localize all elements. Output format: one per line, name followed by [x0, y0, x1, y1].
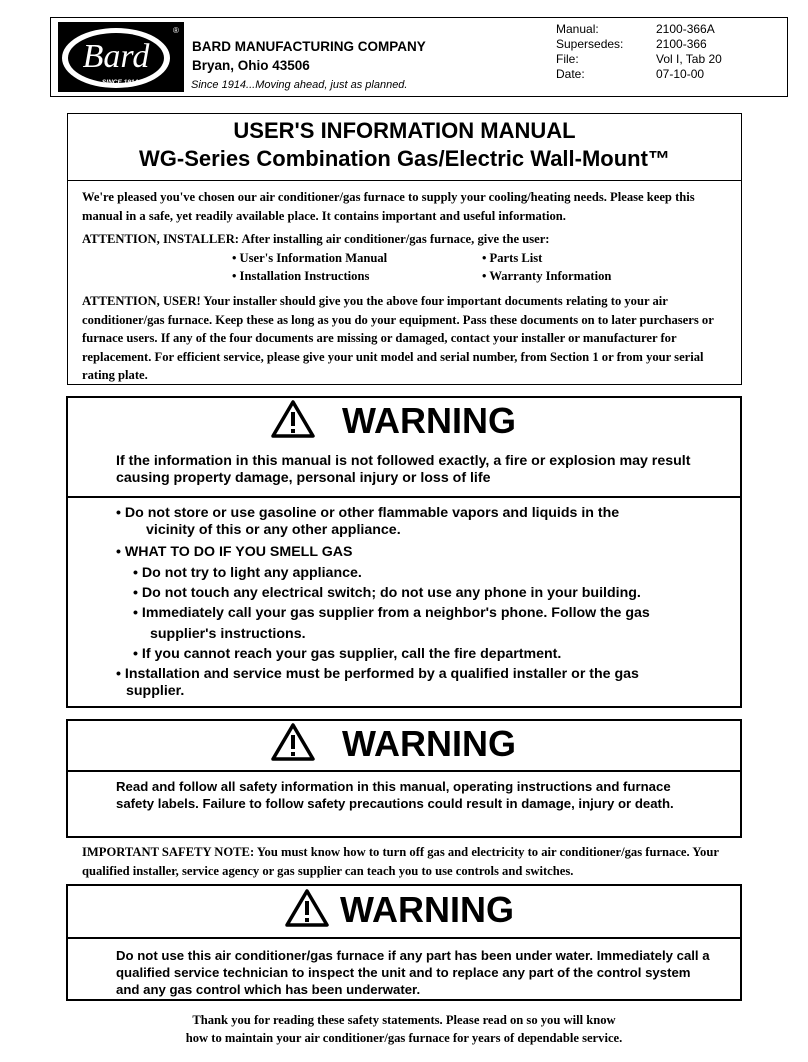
- meta-label: Supersedes:: [556, 37, 624, 51]
- meta-label: Date:: [556, 67, 585, 81]
- warning-title: WARNING: [340, 889, 514, 930]
- meta-label: File:: [556, 52, 579, 66]
- warning-line: • If you cannot reach your gas supplier, call the fire department.: [133, 646, 562, 662]
- intro-text: We're pleased you've chosen our air conditioner/gas furnace to supply your cooling/heating needs. Please keep this manual in a safe, yet readily available place. It contains important and useful information.: [82, 190, 695, 223]
- warning-line: supplier.: [126, 683, 185, 699]
- attention-user: ATTENTION, USER! Your installer should give you the above four important documents relating to your air conditioner/gas furnace. Keep these as long as you do your equipment. Pass these documents on to later purchasers or furnace users. If any of the four documents are missing or damaged, contact your installer or manufacturer for replacement. For efficient service, please give your unit model and serial number, from Section 1 or from your serial rating plate.: [82, 294, 714, 383]
- warning-triangle-icon: [284, 888, 340, 931]
- meta-value: Vol I, Tab 20: [656, 52, 722, 66]
- warning-heading: [270, 722, 516, 765]
- safety-note: IMPORTANT SAFETY NOTE: You must know how to turn off gas and electricity to air conditioner/gas furnace. Your qualified installer, service agency or gas supplier can teach you to use controls and switches.: [82, 845, 719, 878]
- warning-line: supplier's instructions.: [150, 626, 306, 642]
- meta-value: 2100-366A: [656, 22, 715, 36]
- warning-title: WARNING: [342, 723, 516, 764]
- warning-text: Read and follow all safety information in this manual, operating instructions and furnace safety labels. Failure to follow safety precautions could result in damage, injury or death.: [116, 779, 674, 811]
- bard-logo: [58, 22, 184, 92]
- warning-line: vicinity of this or any other appliance.: [146, 522, 401, 538]
- warning-line: • Installation and service must be performed by a qualified installer or the gas: [116, 666, 639, 682]
- warning-lead: If the information in this manual is not followed exactly, a fire or explosion may result causing property damage, personal injury or loss of life: [116, 453, 691, 486]
- meta-value: 2100-366: [656, 37, 707, 51]
- company-block: [192, 37, 426, 75]
- tagline: Since 1914...Moving ahead, just as planned.: [191, 79, 408, 91]
- warning-heading: [270, 399, 516, 442]
- company-name: BARD MANUFACTURING COMPANY: [192, 39, 426, 54]
- divider: [68, 770, 740, 772]
- company-location: Bryan, Ohio 43506: [192, 58, 310, 73]
- list-item: • User's Information Manual: [232, 251, 388, 265]
- list-item: • Parts List: [482, 251, 543, 265]
- warning-line: • Do not store or use gasoline or other flammable vapors and liquids in the: [116, 505, 620, 521]
- warning-title: WARNING: [342, 400, 516, 441]
- closing-note: [60, 1011, 748, 1047]
- meta-value: 07-10-00: [656, 67, 705, 81]
- list-item: • Warranty Information: [482, 269, 612, 283]
- warning-line: • Do not touch any electrical switch; do not use any phone in your building.: [133, 585, 641, 601]
- closing-line: Thank you for reading these safety statements. Please read on so you will know: [192, 1013, 616, 1027]
- warning-heading: [284, 888, 514, 931]
- warning-triangle-icon: [270, 722, 342, 765]
- page-subtitle: WG-Series Combination Gas/Electric Wall-Mount™: [139, 146, 670, 171]
- list-item: • Installation Instructions: [232, 269, 370, 283]
- warning-line: • Immediately call your gas supplier from a neighbor's phone. Follow the gas: [133, 605, 650, 621]
- warning-text: Do not use this air conditioner/gas furnace if any part has been under water. Immediately call a qualified service technician to inspect the unit and to replace any part of the control system and any gas control which has been underwater.: [116, 948, 710, 997]
- document-list: [82, 249, 732, 289]
- warning-line: • Do not try to light any appliance.: [133, 565, 362, 581]
- page-title: USER'S INFORMATION MANUAL: [233, 118, 576, 143]
- warning-triangle-icon: [270, 399, 342, 442]
- divider: [68, 496, 740, 498]
- meta-label: Manual:: [556, 22, 599, 36]
- title-bar: [67, 113, 742, 181]
- logo-wordmark: Bard: [82, 38, 150, 75]
- warning-line: • WHAT TO DO IF YOU SMELL GAS: [116, 544, 353, 560]
- logo-since: SINCE 1914: [101, 79, 139, 86]
- closing-line: how to maintain your air conditioner/gas furnace for years of dependable service.: [185, 1031, 623, 1045]
- svg-text:®: ®: [173, 26, 179, 35]
- attention-installer: ATTENTION, INSTALLER: After installing air conditioner/gas furnace, give the user:: [82, 232, 550, 246]
- divider: [68, 937, 740, 939]
